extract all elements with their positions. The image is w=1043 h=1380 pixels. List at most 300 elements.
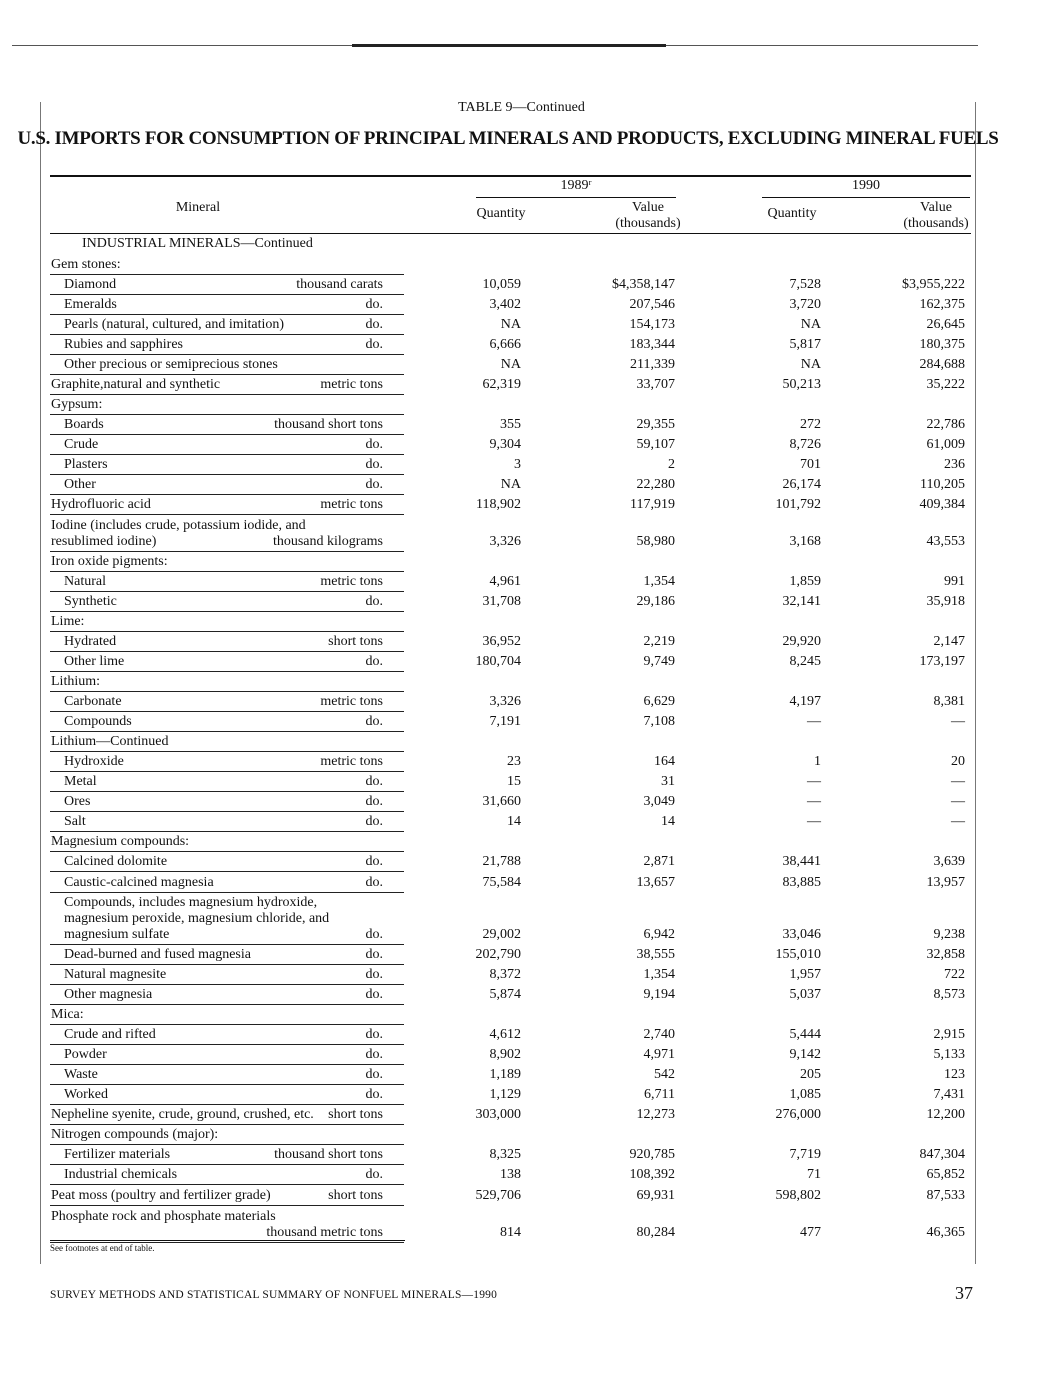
quantity-1990-header: Quantity (767, 206, 817, 221)
table-row (50, 592, 971, 612)
unit-label: short tons (328, 1188, 383, 1203)
quantity-1990-cell: NA (800, 317, 821, 332)
mineral-label (50, 794, 405, 810)
mineral-column-header: Mineral (175, 200, 221, 215)
value-1990-cell: 110,205 (920, 477, 965, 492)
page-number: 37 (955, 1283, 973, 1303)
table-row (50, 612, 971, 632)
section-heading: INDUSTRIAL MINERALS—Continued (82, 236, 313, 251)
mineral-name: Nepheline syenite, crude, ground, crushed, etc. (51, 1107, 314, 1122)
value-1990-cell: 35,222 (926, 377, 965, 392)
mineral-name: Other (64, 477, 96, 492)
unit-label: do. (365, 1027, 383, 1042)
mineral-name: Other magnesia (64, 987, 153, 1002)
unit-label: thousand short tons (274, 417, 383, 432)
left-margin-rule (40, 102, 41, 1264)
quantity-1989-cell: 15 (507, 774, 521, 789)
table-row (50, 495, 971, 515)
quantity-1990-cell: 155,010 (775, 947, 821, 962)
table-row (50, 732, 971, 752)
mineral-name: Powder (64, 1047, 107, 1062)
mineral-name: Boards (64, 417, 104, 432)
mineral-name: Hydroxide (64, 754, 124, 769)
unit-label: do. (365, 317, 383, 332)
value-1989-header (602, 200, 694, 232)
unit-label: do. (365, 714, 383, 729)
mineral-label (50, 297, 405, 313)
mineral-label (50, 674, 405, 690)
value-1989-cell: 13,657 (636, 875, 675, 890)
quantity-1990-cell: — (807, 774, 821, 789)
value-1989-cell: 38,555 (636, 947, 675, 962)
quantity-1990-cell: 50,213 (782, 377, 821, 392)
value-1990-cell: 7,431 (933, 1087, 965, 1102)
value-1989-cell: 14 (661, 814, 675, 829)
table-row (50, 1065, 971, 1085)
value-1990-cell: 162,375 (919, 297, 965, 312)
unit-label: do. (365, 477, 383, 492)
mineral-label (50, 477, 405, 493)
mineral-name: Ores (64, 794, 91, 809)
quantity-1990-cell: 101,792 (775, 497, 821, 512)
quantity-1990-cell: 272 (800, 417, 821, 432)
page-title: U.S. IMPORTS FOR CONSUMPTION OF PRINCIPAL MINERALS AND PRODUCTS, EXCLUDING MINERAL FUELS (17, 128, 999, 149)
value-1990-cell: — (951, 794, 965, 809)
quantity-1989-cell: 3,402 (489, 297, 521, 312)
value-1989-cell: 6,629 (643, 694, 675, 709)
unit-label: do. (365, 875, 383, 890)
quantity-1989-cell: 31,708 (482, 594, 521, 609)
value-1989-cell: 29,355 (636, 417, 675, 432)
value-1990-cell: 847,304 (919, 1147, 965, 1162)
table-row (50, 515, 971, 552)
value-1989-cell: 31 (661, 774, 675, 789)
value-1989-cell: 6,942 (643, 927, 675, 942)
value-1990-cell: — (951, 814, 965, 829)
value-1990-cell: 8,381 (933, 694, 965, 709)
quantity-1989-cell: 4,612 (489, 1027, 521, 1042)
quantity-1990-cell: 32,141 (782, 594, 821, 609)
value-1989-cell: 2 (668, 457, 675, 472)
value-1990-cell: $3,955,222 (902, 277, 965, 292)
value-1989-cell: 920,785 (629, 1147, 675, 1162)
quantity-1989-cell: 75,584 (482, 875, 521, 890)
quantity-1990-cell: 701 (800, 457, 821, 472)
mineral-label (50, 554, 405, 570)
value-1990-cell: — (951, 774, 965, 789)
value-1990-cell: 22,786 (926, 417, 965, 432)
mineral-name: Lithium—Continued (51, 734, 169, 749)
unit-label: metric tons (320, 574, 383, 589)
value-1990-cell: 20 (951, 754, 965, 769)
mineral-label (50, 734, 405, 750)
data-table (50, 255, 971, 1243)
value-1990-cell: 61,009 (926, 437, 965, 452)
table-row (50, 945, 971, 965)
quantity-1989-cell: 118,902 (476, 497, 521, 512)
quantity-1989-cell: 9,304 (489, 437, 521, 452)
unit-label: do. (365, 297, 383, 312)
mineral-name: Industrial chemicals (64, 1167, 178, 1182)
quantity-1990-cell: — (807, 794, 821, 809)
unit-label: thousand kilograms (272, 534, 383, 549)
unit-label: do. (365, 1067, 383, 1082)
mineral-label (50, 895, 405, 943)
quantity-1989-cell: 180,704 (475, 654, 521, 669)
table-row (50, 1045, 971, 1065)
value-1989-cell: 58,980 (636, 534, 675, 549)
value-1989-cell: 59,107 (636, 437, 675, 452)
value-label: Value (632, 200, 664, 215)
mineral-name: Compounds, includes magnesium hydroxide, magnesium peroxide, magnesium chloride, and magnesium sulfate (64, 895, 330, 942)
page-footer: SURVEY METHODS AND STATISTICAL SUMMARY OF NONFUEL MINERALS—1990 (50, 1289, 498, 1301)
unit-label: thousand metric tons (266, 1225, 383, 1240)
value-1989-cell: 2,740 (643, 1027, 675, 1042)
quantity-1989-cell: 23 (507, 754, 521, 769)
unit-label: short tons (328, 634, 383, 649)
value-1989-cell: 80,284 (636, 1225, 675, 1240)
thousands-label: (thousands) (615, 216, 681, 231)
quantity-1989-cell: 529,706 (475, 1188, 521, 1203)
value-1989-cell: 117,919 (630, 497, 675, 512)
value-1989-cell: 2,219 (643, 634, 675, 649)
value-1989-cell: 29,186 (636, 594, 675, 609)
table-row (50, 455, 971, 475)
value-1990-cell: 2,915 (933, 1027, 965, 1042)
table-row (50, 872, 971, 893)
mineral-name: Lime: (51, 614, 85, 629)
mineral-name: Caustic-calcined magnesia (64, 875, 214, 890)
mineral-label (50, 1087, 405, 1103)
mineral-label (50, 834, 405, 850)
quantity-1990-cell: 71 (807, 1167, 821, 1182)
mineral-label (50, 1067, 405, 1083)
mineral-name: Carbonate (64, 694, 122, 709)
quantity-1990-cell: 8,726 (789, 437, 821, 452)
value-1989-cell: 211,339 (630, 357, 675, 372)
value-1990-cell: 236 (944, 457, 965, 472)
mineral-name: Iodine (includes crude, potassium iodide, and resublimed iodine) (51, 518, 306, 549)
quantity-1990-cell: — (807, 714, 821, 729)
mineral-name: Gem stones: (51, 257, 121, 272)
unit-label: short tons (328, 1107, 383, 1122)
quantity-1989-cell: 138 (500, 1167, 521, 1182)
quantity-1990-cell: 3,168 (789, 534, 821, 549)
table-row (50, 1085, 971, 1105)
unit-label: do. (365, 854, 383, 869)
value-1989-cell: 154,173 (629, 317, 675, 332)
quantity-1990-cell: 26,174 (782, 477, 821, 492)
table-row (50, 375, 971, 395)
quantity-1990-cell: 9,142 (789, 1047, 821, 1062)
unit-label: metric tons (320, 377, 383, 392)
quantity-1990-cell: 5,817 (789, 337, 821, 352)
quantity-1989-cell: NA (500, 477, 521, 492)
table-row (50, 475, 971, 495)
quantity-1989-cell: 202,790 (475, 947, 521, 962)
table-row (50, 1185, 971, 1206)
value-1989-cell: 9,194 (643, 987, 675, 1002)
mineral-name: Other lime (64, 654, 125, 669)
value-label: Value (920, 200, 952, 215)
table-row (50, 893, 971, 945)
quantity-1990-cell: 5,037 (789, 987, 821, 1002)
mineral-label (50, 614, 405, 630)
mineral-name: Hydrated (64, 634, 117, 649)
unit-label: do. (365, 654, 383, 669)
mineral-name: Crude (64, 437, 99, 452)
quantity-1990-cell: 33,046 (782, 927, 821, 942)
value-1989-cell: 69,931 (636, 1188, 675, 1203)
mineral-label (50, 854, 405, 870)
mineral-name: Mica: (51, 1007, 84, 1022)
table-row (50, 672, 971, 692)
mineral-label (50, 1027, 405, 1043)
table-row (50, 792, 971, 812)
mineral-label (50, 814, 405, 830)
thousands-label: (thousands) (903, 216, 969, 231)
value-1990-cell: 3,639 (933, 854, 965, 869)
quantity-1989-header: Quantity (476, 206, 526, 221)
quantity-1989-cell: 1,189 (489, 1067, 521, 1082)
quantity-1989-cell: 5,874 (489, 987, 521, 1002)
unit-label: do. (365, 927, 383, 942)
table-row (50, 435, 971, 455)
value-1989-cell: 3,049 (643, 794, 675, 809)
mineral-name: Pearls (natural, cultured, and imitation) (64, 317, 285, 332)
mineral-name: Natural magnesite (64, 967, 167, 982)
mineral-label (50, 337, 405, 353)
quantity-1990-cell: 3,720 (789, 297, 821, 312)
quantity-1989-cell: 31,660 (482, 794, 521, 809)
unit-label: do. (365, 1087, 383, 1102)
quantity-1989-cell: 4,961 (489, 574, 521, 589)
unit-label: do. (365, 794, 383, 809)
value-1990-cell: 26,645 (926, 317, 965, 332)
quantity-1990-cell: 83,885 (782, 875, 821, 890)
table-row (50, 652, 971, 672)
value-1989-cell: $4,358,147 (612, 277, 675, 292)
header-top-rule (50, 175, 971, 177)
mineral-label (50, 1047, 405, 1063)
quantity-1989-cell: NA (500, 317, 521, 332)
value-1990-cell: 123 (944, 1067, 965, 1082)
mineral-label (50, 987, 405, 1003)
mineral-label (50, 1167, 405, 1183)
mineral-label (50, 774, 405, 790)
value-1989-cell: 1,354 (643, 574, 675, 589)
quantity-1990-cell: 5,444 (789, 1027, 821, 1042)
value-1989-cell: 542 (654, 1067, 675, 1082)
table-row (50, 315, 971, 335)
year-1990-header: 1990 (852, 178, 880, 193)
quantity-1990-cell: 38,441 (782, 854, 821, 869)
value-1989-cell: 6,711 (644, 1087, 675, 1102)
quantity-1989-cell: 3,326 (489, 694, 521, 709)
value-1989-cell: 183,344 (629, 337, 675, 352)
mineral-label (50, 654, 405, 670)
mineral-name: Dead-burned and fused magnesia (64, 947, 251, 962)
quantity-1989-cell: NA (500, 357, 521, 372)
value-1989-cell: 9,749 (643, 654, 675, 669)
quantity-1990-cell: 1 (814, 754, 821, 769)
table-row (50, 712, 971, 732)
top-bar (352, 44, 666, 47)
value-1990-cell: 409,384 (919, 497, 965, 512)
table-label: TABLE 9—Continued (458, 100, 585, 115)
mineral-name: Rubies and sapphires (64, 337, 183, 352)
quantity-1989-cell: 8,902 (489, 1047, 521, 1062)
mineral-label (50, 357, 405, 373)
table-row (50, 632, 971, 652)
table-row (50, 415, 971, 435)
value-1990-cell: 65,852 (926, 1167, 965, 1182)
unit-label: metric tons (320, 694, 383, 709)
mineral-label (50, 594, 405, 610)
value-1990-cell: 32,858 (926, 947, 965, 962)
mineral-name: Magnesium compounds: (51, 834, 190, 849)
table-row (50, 772, 971, 792)
value-1990-cell: 12,200 (926, 1107, 965, 1122)
quantity-1990-cell: 276,000 (775, 1107, 821, 1122)
value-1990-cell: 46,365 (926, 1225, 965, 1240)
mineral-name: Iron oxide pigments: (51, 554, 168, 569)
table-row (50, 852, 971, 872)
quantity-1989-cell: 355 (500, 417, 521, 432)
mineral-name: Plasters (64, 457, 108, 472)
mineral-label (50, 257, 405, 273)
table-row (50, 1165, 971, 1185)
table-row (50, 1005, 971, 1025)
quantity-1990-cell: 477 (800, 1225, 821, 1240)
quantity-1990-cell: 205 (800, 1067, 821, 1082)
value-1990-cell: 9,238 (933, 927, 965, 942)
quantity-1990-cell: 1,957 (789, 967, 821, 982)
quantity-1989-cell: 8,372 (489, 967, 521, 982)
mineral-label (50, 317, 405, 333)
quantity-1989-cell: 3,326 (489, 534, 521, 549)
table-row (50, 752, 971, 772)
unit-label: do. (365, 987, 383, 1002)
quantity-1990-cell: 7,528 (789, 277, 821, 292)
quantity-1989-cell: 3 (514, 457, 521, 472)
quantity-1989-cell: 7,191 (489, 714, 521, 729)
value-1989-cell: 164 (654, 754, 675, 769)
value-1990-cell: 43,553 (926, 534, 965, 549)
table-row (50, 295, 971, 315)
year-1990-rule (762, 197, 970, 198)
value-1990-cell: 2,147 (933, 634, 965, 649)
value-1990-cell: 722 (944, 967, 965, 982)
value-1990-cell: 87,533 (926, 1188, 965, 1203)
quantity-1990-cell: 598,802 (775, 1188, 821, 1203)
mineral-label (50, 1007, 405, 1023)
unit-label: do. (365, 774, 383, 789)
value-1989-cell: 108,392 (629, 1167, 675, 1182)
table-row (50, 692, 971, 712)
mineral-name: Hydrofluoric acid (51, 497, 151, 512)
value-1990-cell: 991 (944, 574, 965, 589)
mineral-label (50, 1127, 405, 1143)
table-row (50, 355, 971, 375)
value-1990-cell: 173,197 (919, 654, 965, 669)
quantity-1989-cell: 303,000 (475, 1107, 521, 1122)
mineral-name: Phosphate rock and phosphate materials (51, 1209, 276, 1224)
mineral-label (50, 397, 405, 413)
mineral-label (50, 967, 405, 983)
table-row (50, 395, 971, 415)
quantity-1990-cell: 29,920 (782, 634, 821, 649)
value-1990-cell: 180,375 (919, 337, 965, 352)
table-row (50, 335, 971, 355)
value-1990-cell: 284,688 (919, 357, 965, 372)
table-row (50, 1105, 971, 1125)
value-1989-cell: 4,971 (643, 1047, 675, 1062)
mineral-name: Worked (64, 1087, 108, 1102)
quantity-1989-cell: 36,952 (482, 634, 521, 649)
table-row (50, 552, 971, 572)
table-row (50, 985, 971, 1005)
value-1990-header (890, 200, 982, 232)
mineral-label (50, 437, 405, 453)
mineral-name: Gypsum: (51, 397, 103, 412)
quantity-1989-cell: 14 (507, 814, 521, 829)
mineral-name: Peat moss (poultry and fertilizer grade) (51, 1188, 271, 1203)
right-margin-rule (975, 102, 976, 1264)
mineral-name: Nitrogen compounds (major): (51, 1127, 219, 1142)
mineral-name: Emeralds (64, 297, 117, 312)
mineral-name: Other precious or semiprecious stones (64, 357, 278, 372)
unit-label: do. (365, 814, 383, 829)
value-1989-cell: 22,280 (636, 477, 675, 492)
quantity-1990-cell: 4,197 (789, 694, 821, 709)
value-1989-cell: 33,707 (636, 377, 675, 392)
quantity-1989-cell: 6,666 (489, 337, 521, 352)
quantity-1990-cell: 7,719 (789, 1147, 821, 1162)
mineral-name: Compounds (64, 714, 132, 729)
value-1990-cell: — (951, 714, 965, 729)
unit-label: do. (365, 337, 383, 352)
unit-label: thousand short tons (274, 1147, 383, 1162)
mineral-name: Salt (64, 814, 86, 829)
unit-label: do. (365, 947, 383, 962)
table-row (50, 1145, 971, 1165)
quantity-1989-cell: 29,002 (482, 927, 521, 942)
value-1990-cell: 35,918 (926, 594, 965, 609)
mineral-name: Synthetic (64, 594, 117, 609)
quantity-1990-cell: 1,085 (789, 1087, 821, 1102)
table-row (50, 1025, 971, 1045)
unit-label: do. (365, 1047, 383, 1062)
value-1989-cell: 1,354 (643, 967, 675, 982)
quantity-1990-cell: NA (800, 357, 821, 372)
quantity-1989-cell: 8,325 (489, 1147, 521, 1162)
quantity-1989-cell: 21,788 (482, 854, 521, 869)
mineral-label (50, 947, 405, 963)
mineral-name: Metal (64, 774, 97, 789)
unit-label: do. (365, 457, 383, 472)
table-row (50, 572, 971, 592)
mineral-name: Waste (64, 1067, 98, 1082)
unit-label: do. (365, 437, 383, 452)
year-1989-rule (476, 197, 676, 198)
value-1989-cell: 12,273 (636, 1107, 675, 1122)
value-1990-cell: 5,133 (933, 1047, 965, 1062)
quantity-1990-cell: — (807, 814, 821, 829)
table-row (50, 965, 971, 985)
mineral-name: Crude and rifted (64, 1027, 156, 1042)
mineral-name: Diamond (64, 277, 117, 292)
